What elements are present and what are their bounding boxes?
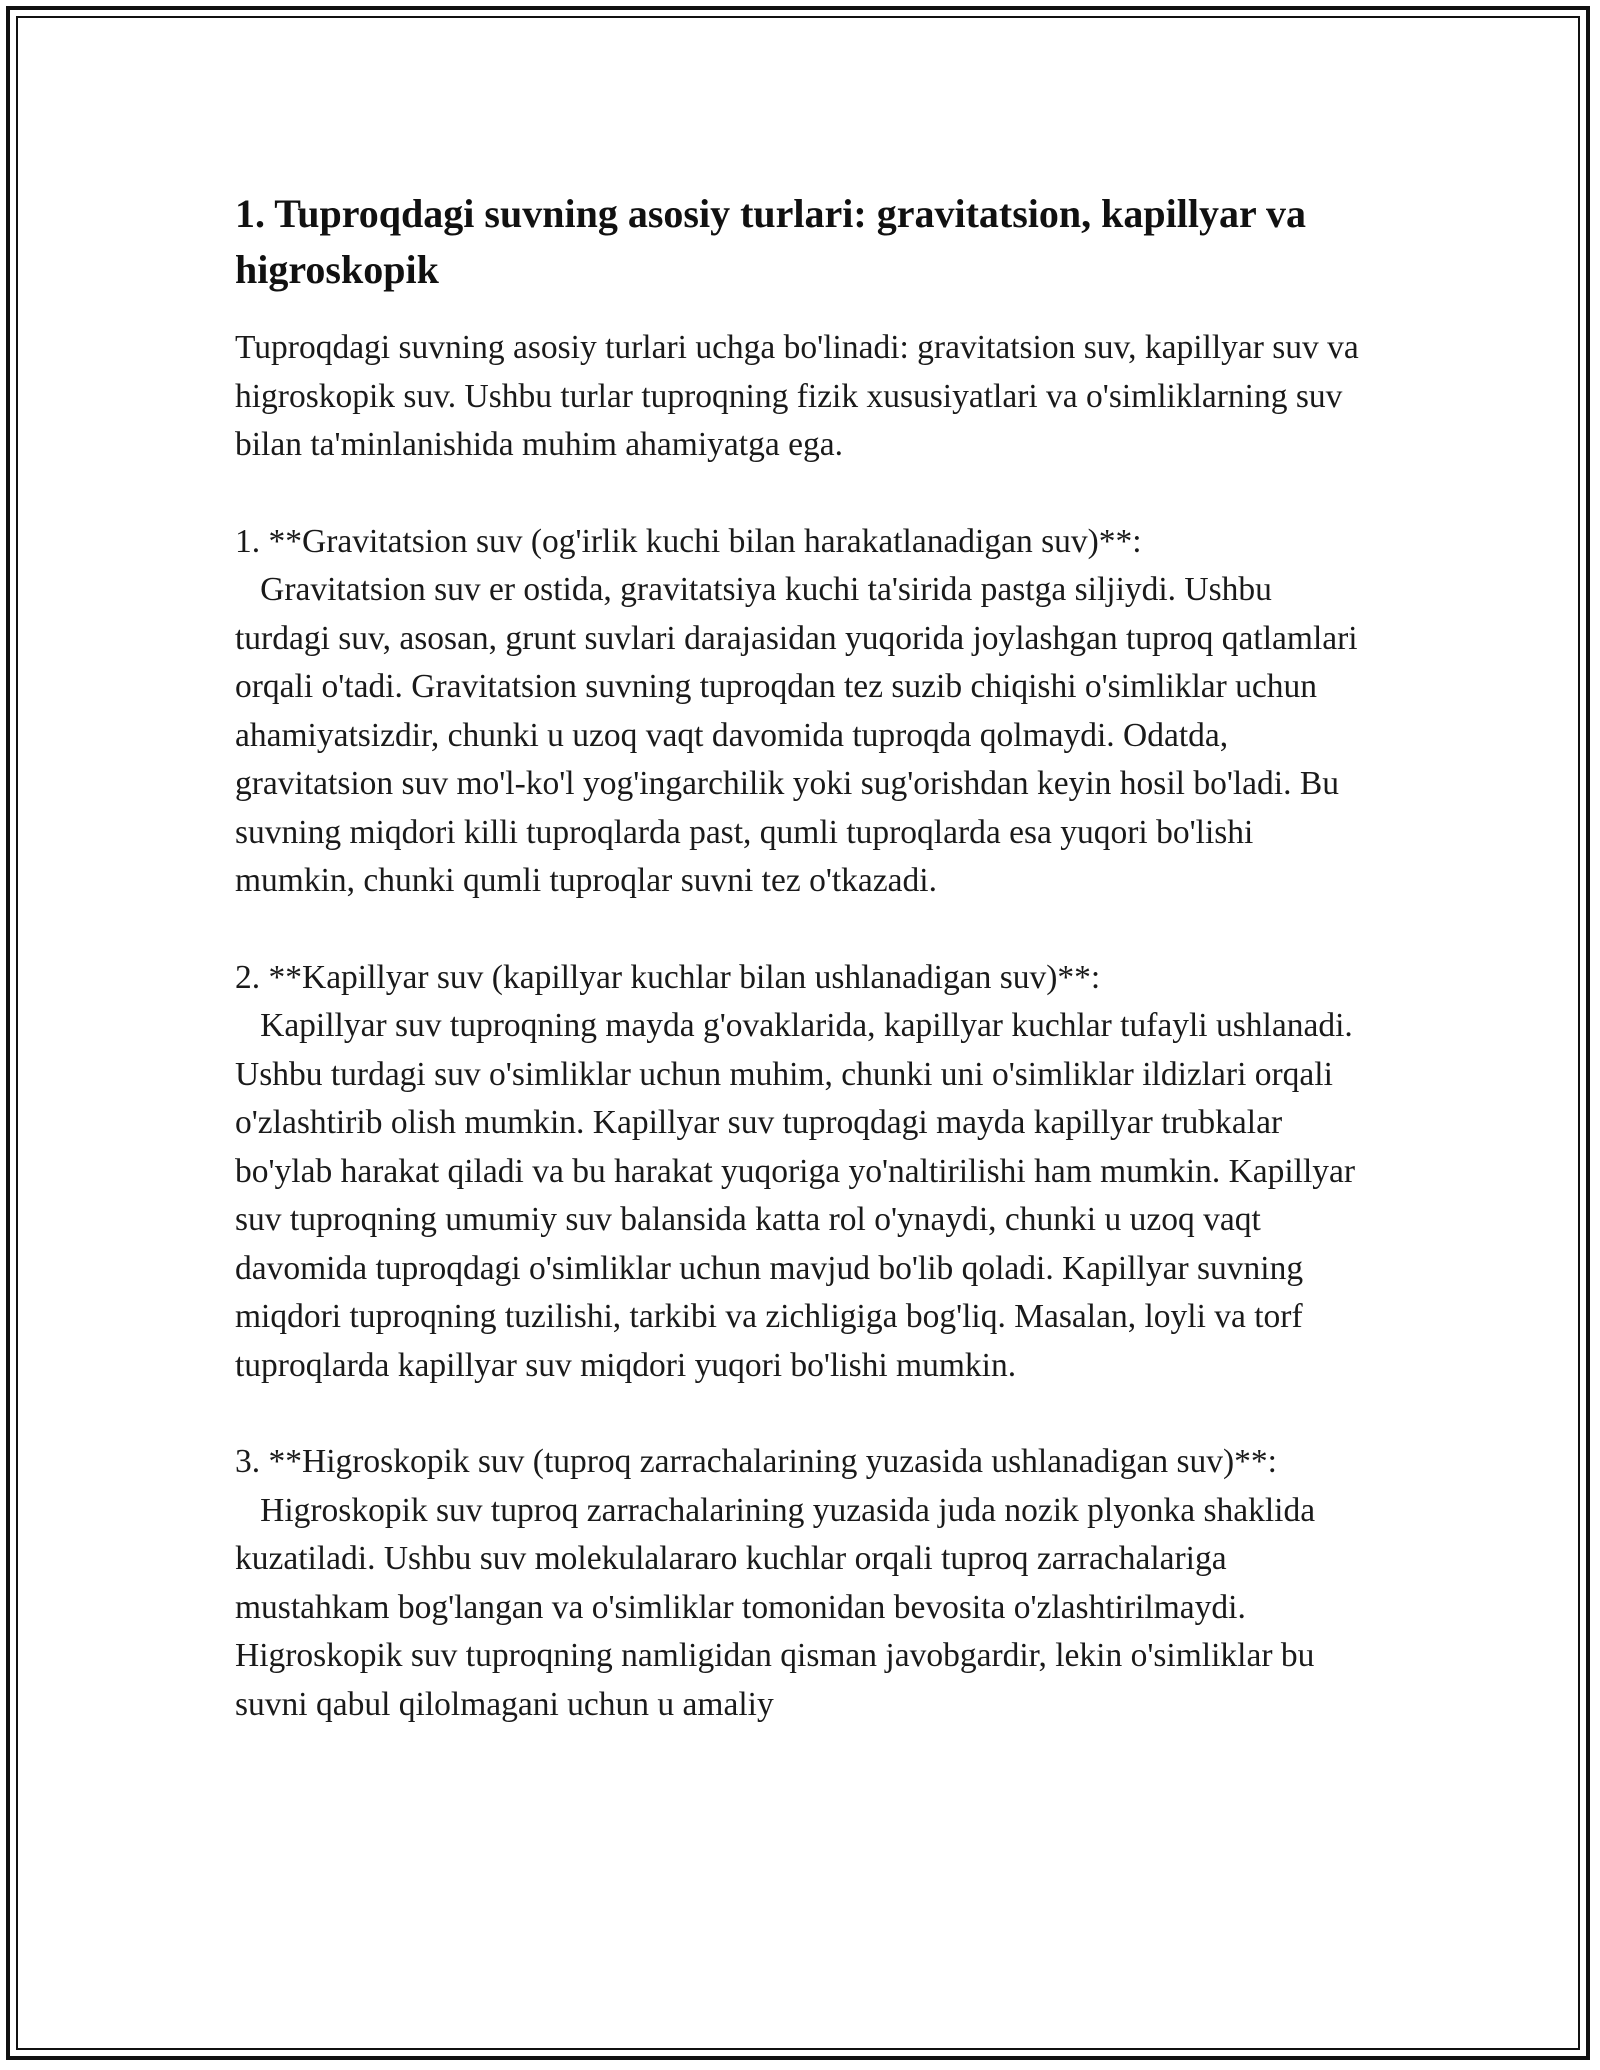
paragraph-gap — [235, 1390, 1375, 1438]
section-heading-capillary: 2. **Kapillyar suv (kapillyar kuchlar bilan ushlanadigan suv)**: — [235, 958, 1101, 996]
document-body — [235, 186, 1375, 1729]
document-title: 1. Tuproqdagi suvning asosiy turlari: gravitatsion, kapillyar va higroskopik — [235, 191, 1306, 292]
section-body-hygroscopic: Higroskopik suv tuproq zarrachalarining yuzasida juda nozik plyonka shaklida kuzatiladi. Ushbu suv molekulalararo kuchlar orqali tuproq zarrachalariga mustahkam bog'langan va o'simliklar tomonidan bevosita o'zlashtirilmaydi. Higroskopik suv tuproqning namligidan qisman javobgardir, lekin o'simliklar bu suvni qabul qilolmagani uchun u amaliy — [235, 1491, 1324, 1723]
paragraph-gap — [235, 906, 1375, 954]
section-body-capillary: Kapillyar suv tuproqning mayda g'ovaklarida, kapillyar kuchlar tufayli ushlanadi. Ushbu turdagi suv o'simliklar uchun muhim, chunki uni o'simliklar ildizlari orqali o'zlashtirib olish mumkin. Kapillyar suv tuproqdagi mayda kapillyar trubkalar bo'ylab harakat qiladi va bu harakat yuqoriga yo'naltirilishi ham mumkin. Kapillyar suv tuproqning umumiy suv balansida katta rol o'ynaydi, chunki u uzoq vaqt davomida tuproqdagi o'simliklar uchun mavjud bo'lib qoladi. Kapillyar suvning miqdori tuproqning tuzilishi, tarkibi va zichligiga bog'liq. Masalan, loyli va torf tuproqlarda kapillyar suv miqdori yuqori bo'lishi mumkin. — [235, 1007, 1364, 1384]
intro-paragraph: Tuproqdagi suvning asosiy turlari uchga bo'linadi: gravitatsion suv, kapillyar suv va higroskopik suv. Ushbu turlar tuproqning fizik xususiyatlari va o'simliklarning suv bilan ta'minlanishida muhim ahamiyatga ega. — [235, 329, 1368, 463]
section-heading-gravitational: 1. **Gravitatsion suv (og'irlik kuchi bilan harakatlanadigan suv)**: — [235, 522, 1142, 560]
paragraph-gap — [235, 470, 1375, 518]
section-body-gravitational: Gravitatsion suv er ostida, gravitatsiya kuchi ta'sirida pastga siljiydi. Ushbu turdagi suv, asosan, grunt suvlari darajasidan yuqorida joylashgan tuproq qatlamlari orqali o'tadi. Gravitatsion suvning tuproqdan tez suzib chiqishi o'simliklar uchun ahamiyatsizdir, chunki u uzoq vaqt davomida tuproqda qolmaydi. Odatda, gravitatsion suv mo'l-ko'l yog'ingarchilik yoki sug'orishdan keyin hosil bo'ladi. Bu suvning miqdori killi tuproqlarda past, qumli tuproqlarda esa yuqori bo'lishi mumkin, chunki qumli tuproqlar suvni tez o'tkazadi. — [235, 571, 1366, 899]
section-heading-hygroscopic: 3. **Higroskopik suv (tuproq zarrachalarining yuzasida ushlanadigan suv)**: — [235, 1443, 1277, 1480]
